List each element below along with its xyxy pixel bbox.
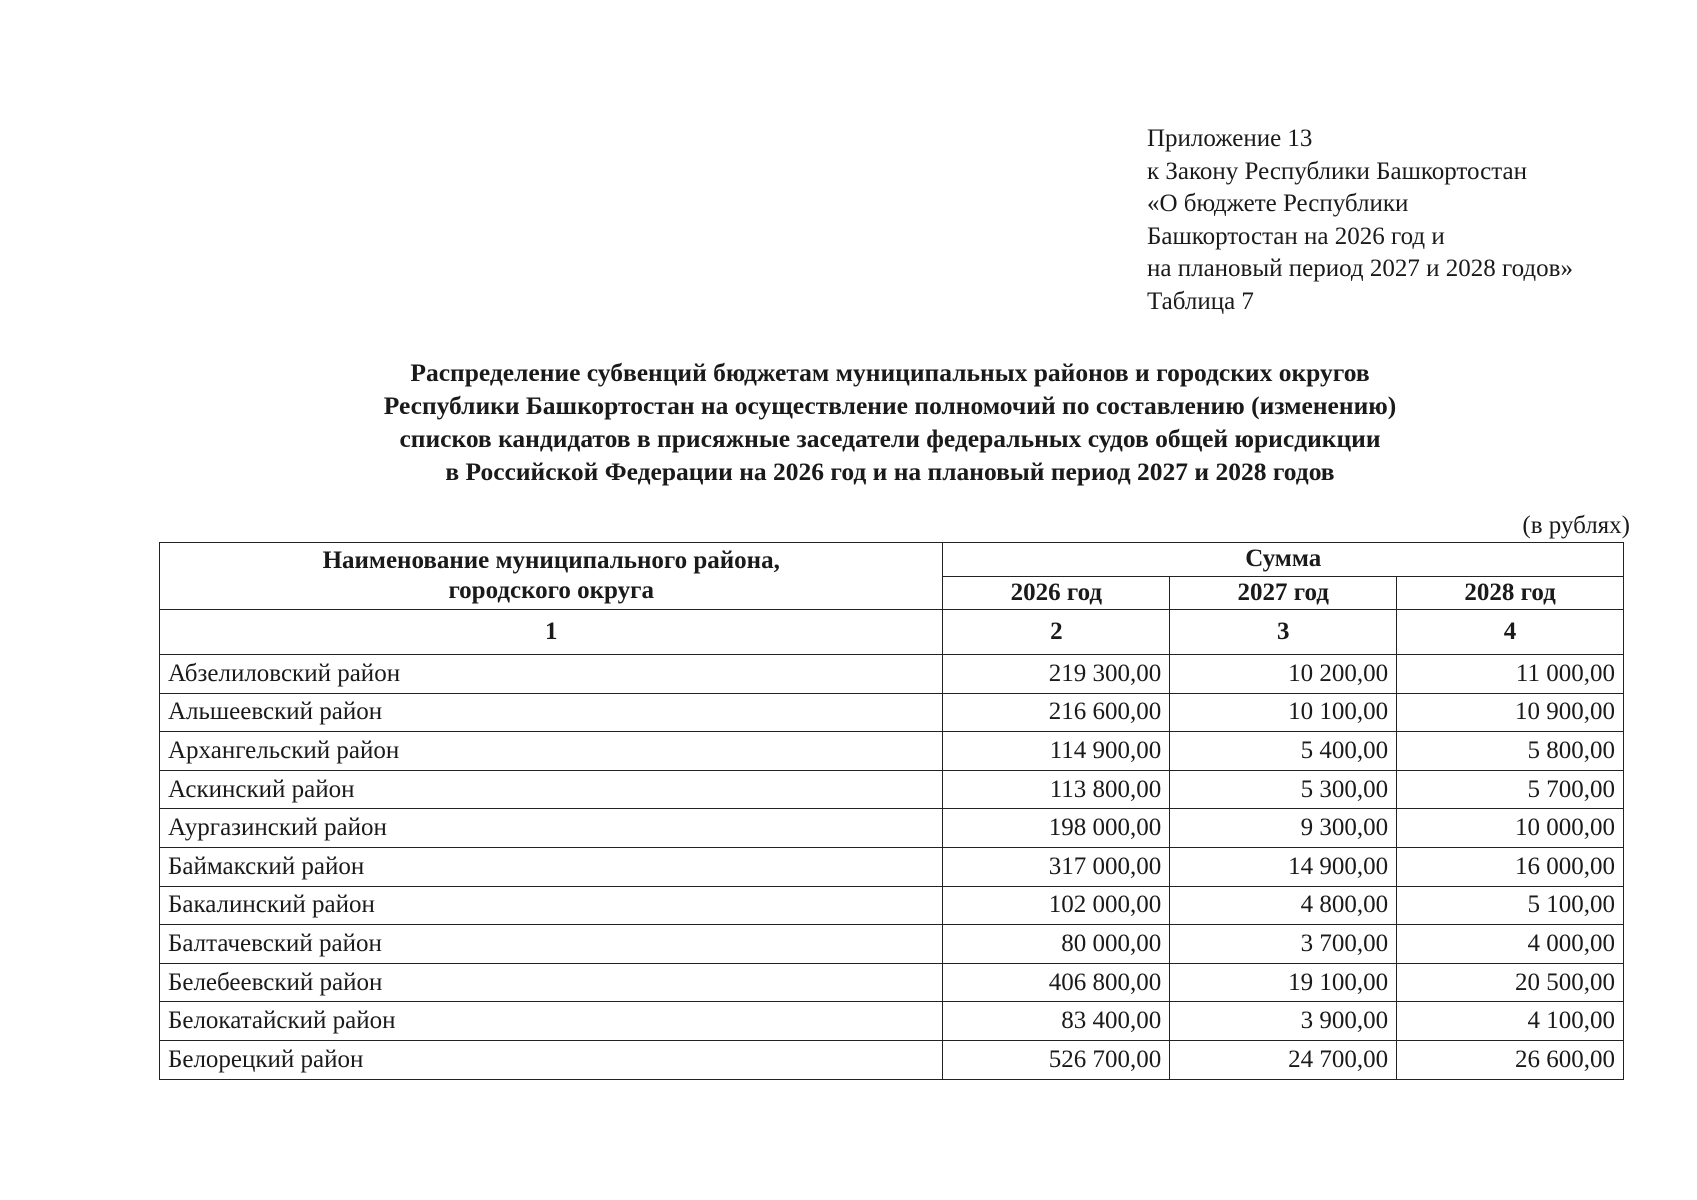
table-row [160,732,1624,771]
column-index: 3 [1170,610,1397,655]
table-row [160,925,1624,964]
district-name: Белебеевский район [160,963,943,1002]
appendix-line: «О бюджете Республики [1147,190,1409,217]
table-row [160,809,1624,848]
amount-2028: 16 000,00 [1397,847,1624,886]
amount-2028: 4 000,00 [1397,925,1624,964]
amount-2027: 14 900,00 [1170,847,1397,886]
appendix-line: к Закону Республики Башкортостан [1147,157,1527,185]
amount-2026: 83 400,00 [943,1002,1170,1041]
appendix-line: Приложение 13 [1147,125,1313,152]
sum-column-header: Сумма [943,543,1624,577]
table-row [160,847,1624,886]
title-line: в Российской Федерации на 2026 год и на плановый период 2027 и 2028 годов [445,457,1335,486]
amount-2026: 113 800,00 [943,770,1170,809]
district-name: Белорецкий район [160,1040,943,1079]
amount-2028: 11 000,00 [1397,655,1624,694]
amount-2026: 80 000,00 [943,925,1170,964]
district-name: Балтачевский район [160,925,943,964]
district-name: Архангельский район [160,732,943,771]
title-line: списков кандидатов в присяжные заседатели федеральных судов общей юрисдикции [399,424,1381,453]
amount-2028: 26 600,00 [1397,1040,1624,1079]
table-row [160,963,1624,1002]
name-header-line: Наименование муниципального района, [322,547,780,574]
district-name: Бакалинский район [160,886,943,925]
name-column-header [160,543,943,610]
title-line: Республики Башкортостан на осуществление полномочий по составлению (изменению) [383,391,1397,420]
amount-2028: 20 500,00 [1397,963,1624,1002]
district-name: Аскинский район [160,770,943,809]
amount-2026: 406 800,00 [943,963,1170,1002]
column-index: 1 [160,610,943,655]
units-label: (в рублях) [1522,512,1630,539]
table-row [160,693,1624,732]
document-title [150,356,1630,488]
amount-2026: 114 900,00 [943,732,1170,771]
amount-2027: 19 100,00 [1170,963,1397,1002]
amount-2027: 3 700,00 [1170,925,1397,964]
district-name: Альшеевский район [160,693,943,732]
amount-2027: 5 300,00 [1170,770,1397,809]
amount-2027: 5 400,00 [1170,732,1397,771]
amount-2028: 5 100,00 [1397,886,1624,925]
amount-2028: 10 900,00 [1397,693,1624,732]
amount-2027: 4 800,00 [1170,886,1397,925]
district-name: Белокатайский район [160,1002,943,1041]
name-header-line: городского округа [448,577,654,604]
amount-2027: 9 300,00 [1170,809,1397,848]
amount-2027: 10 100,00 [1170,693,1397,732]
table-row [160,886,1624,925]
amount-2026: 317 000,00 [943,847,1170,886]
year-header-2026: 2026 год [943,576,1170,610]
appendix-line: Таблица 7 [1147,287,1254,315]
district-name: Абзелиловский район [160,655,943,694]
amount-2026: 102 000,00 [943,886,1170,925]
table-row [160,770,1624,809]
amount-2028: 5 700,00 [1397,770,1624,809]
amount-2027: 10 200,00 [1170,655,1397,694]
column-index: 4 [1397,610,1624,655]
district-name: Баймакский район [160,847,943,886]
amount-2026: 219 300,00 [943,655,1170,694]
amount-2028: 5 800,00 [1397,732,1624,771]
year-header-2028: 2028 год [1397,576,1624,610]
amount-2028: 4 100,00 [1397,1002,1624,1041]
amount-2028: 10 000,00 [1397,809,1624,848]
amount-2027: 3 900,00 [1170,1002,1397,1041]
title-line: Распределение субвенций бюджетам муниципальных районов и городских округов [410,358,1370,387]
table-row [160,1002,1624,1041]
amount-2026: 526 700,00 [943,1040,1170,1079]
table-row [160,1040,1624,1079]
year-header-2027: 2027 год [1170,576,1397,610]
appendix-line: Башкортостан на 2026 год и [1147,222,1445,250]
subvention-table [159,542,1624,1080]
appendix-header [1147,123,1573,318]
table-row [160,655,1624,694]
district-name: Аургазинский район [160,809,943,848]
amount-2026: 216 600,00 [943,693,1170,732]
amount-2027: 24 700,00 [1170,1040,1397,1079]
appendix-line: на плановый период 2027 и 2028 годов» [1147,255,1573,282]
amount-2026: 198 000,00 [943,809,1170,848]
column-index: 2 [943,610,1170,655]
